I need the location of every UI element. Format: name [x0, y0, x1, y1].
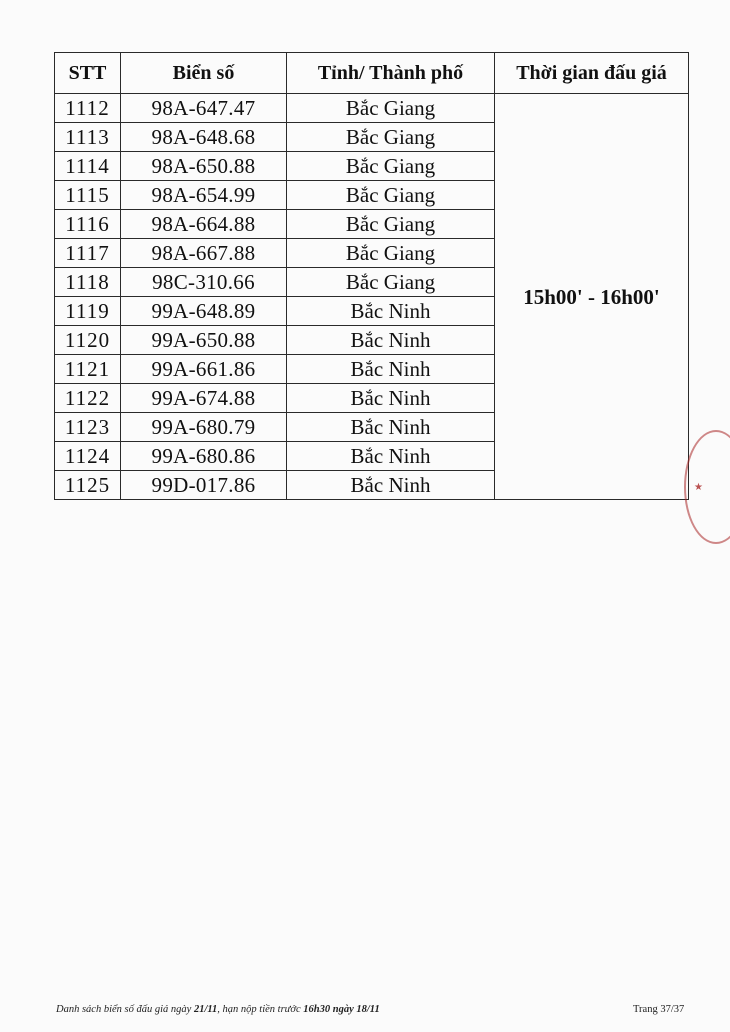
- cell-province: Bắc Giang: [287, 268, 495, 297]
- cell-province: Bắc Giang: [287, 123, 495, 152]
- cell-province: Bắc Giang: [287, 94, 495, 123]
- plate-auction-table: [54, 52, 689, 500]
- red-seal-stamp: [684, 430, 730, 544]
- cell-stt: 1125: [55, 471, 121, 500]
- footer-deadline-date: 18/11: [356, 1004, 380, 1015]
- cell-stt: 1112: [55, 94, 121, 123]
- footer-deadline-time: 16h30: [303, 1004, 331, 1015]
- footer-text-3: ngày: [332, 1004, 354, 1015]
- cell-province: Bắc Giang: [287, 239, 495, 268]
- header-plate-number: Biển số: [121, 53, 287, 94]
- cell-province: Bắc Ninh: [287, 355, 495, 384]
- cell-plate-number: 99D-017.86: [121, 471, 287, 500]
- cell-stt: 1120: [55, 326, 121, 355]
- cell-stt: 1121: [55, 355, 121, 384]
- cell-plate-number: 98C-310.66: [121, 268, 287, 297]
- page-number: Trang 37/37: [633, 1004, 685, 1015]
- header-province: Tỉnh/ Thành phố: [287, 53, 495, 94]
- cell-plate-number: 98A-654.99: [121, 181, 287, 210]
- cell-stt: 1123: [55, 413, 121, 442]
- cell-stt: 1115: [55, 181, 121, 210]
- cell-plate-number: 98A-647.47: [121, 94, 287, 123]
- cell-plate-number: 98A-667.88: [121, 239, 287, 268]
- cell-province: Bắc Giang: [287, 152, 495, 181]
- cell-stt: 1119: [55, 297, 121, 326]
- cell-auction-time: 15h00' - 16h00': [495, 94, 689, 500]
- table-header-row: [55, 53, 689, 94]
- cell-stt: 1122: [55, 384, 121, 413]
- footer-text-2: , hạn nộp tiền trước: [217, 1004, 301, 1015]
- cell-plate-number: 98A-648.68: [121, 123, 287, 152]
- cell-province: Bắc Giang: [287, 210, 495, 239]
- cell-plate-number: 99A-650.88: [121, 326, 287, 355]
- header-auction-time: Thời gian đấu giá: [495, 53, 689, 94]
- cell-province: Bắc Ninh: [287, 413, 495, 442]
- cell-stt: 1124: [55, 442, 121, 471]
- table-row: [55, 94, 689, 123]
- header-stt: STT: [55, 53, 121, 94]
- cell-province: Bắc Giang: [287, 181, 495, 210]
- footer-auction-date: 21/11: [193, 1004, 218, 1015]
- seal-star-icon: ★: [694, 482, 703, 493]
- footer-text-1: Danh sách biển số đấu giá ngày: [56, 1004, 192, 1015]
- cell-stt: 1117: [55, 239, 121, 268]
- cell-province: Bắc Ninh: [287, 442, 495, 471]
- cell-stt: 1116: [55, 210, 121, 239]
- cell-stt: 1118: [55, 268, 121, 297]
- cell-plate-number: 98A-664.88: [121, 210, 287, 239]
- cell-plate-number: 99A-674.88: [121, 384, 287, 413]
- cell-plate-number: 99A-648.89: [121, 297, 287, 326]
- cell-stt: 1114: [55, 152, 121, 181]
- cell-province: Bắc Ninh: [287, 326, 495, 355]
- cell-plate-number: 99A-661.86: [121, 355, 287, 384]
- cell-province: Bắc Ninh: [287, 297, 495, 326]
- cell-plate-number: 99A-680.79: [121, 413, 287, 442]
- cell-plate-number: 99A-680.86: [121, 442, 287, 471]
- cell-stt: 1113: [55, 123, 121, 152]
- cell-province: Bắc Ninh: [287, 384, 495, 413]
- cell-plate-number: 98A-650.88: [121, 152, 287, 181]
- cell-province: Bắc Ninh: [287, 471, 495, 500]
- footer-note: [56, 1004, 380, 1015]
